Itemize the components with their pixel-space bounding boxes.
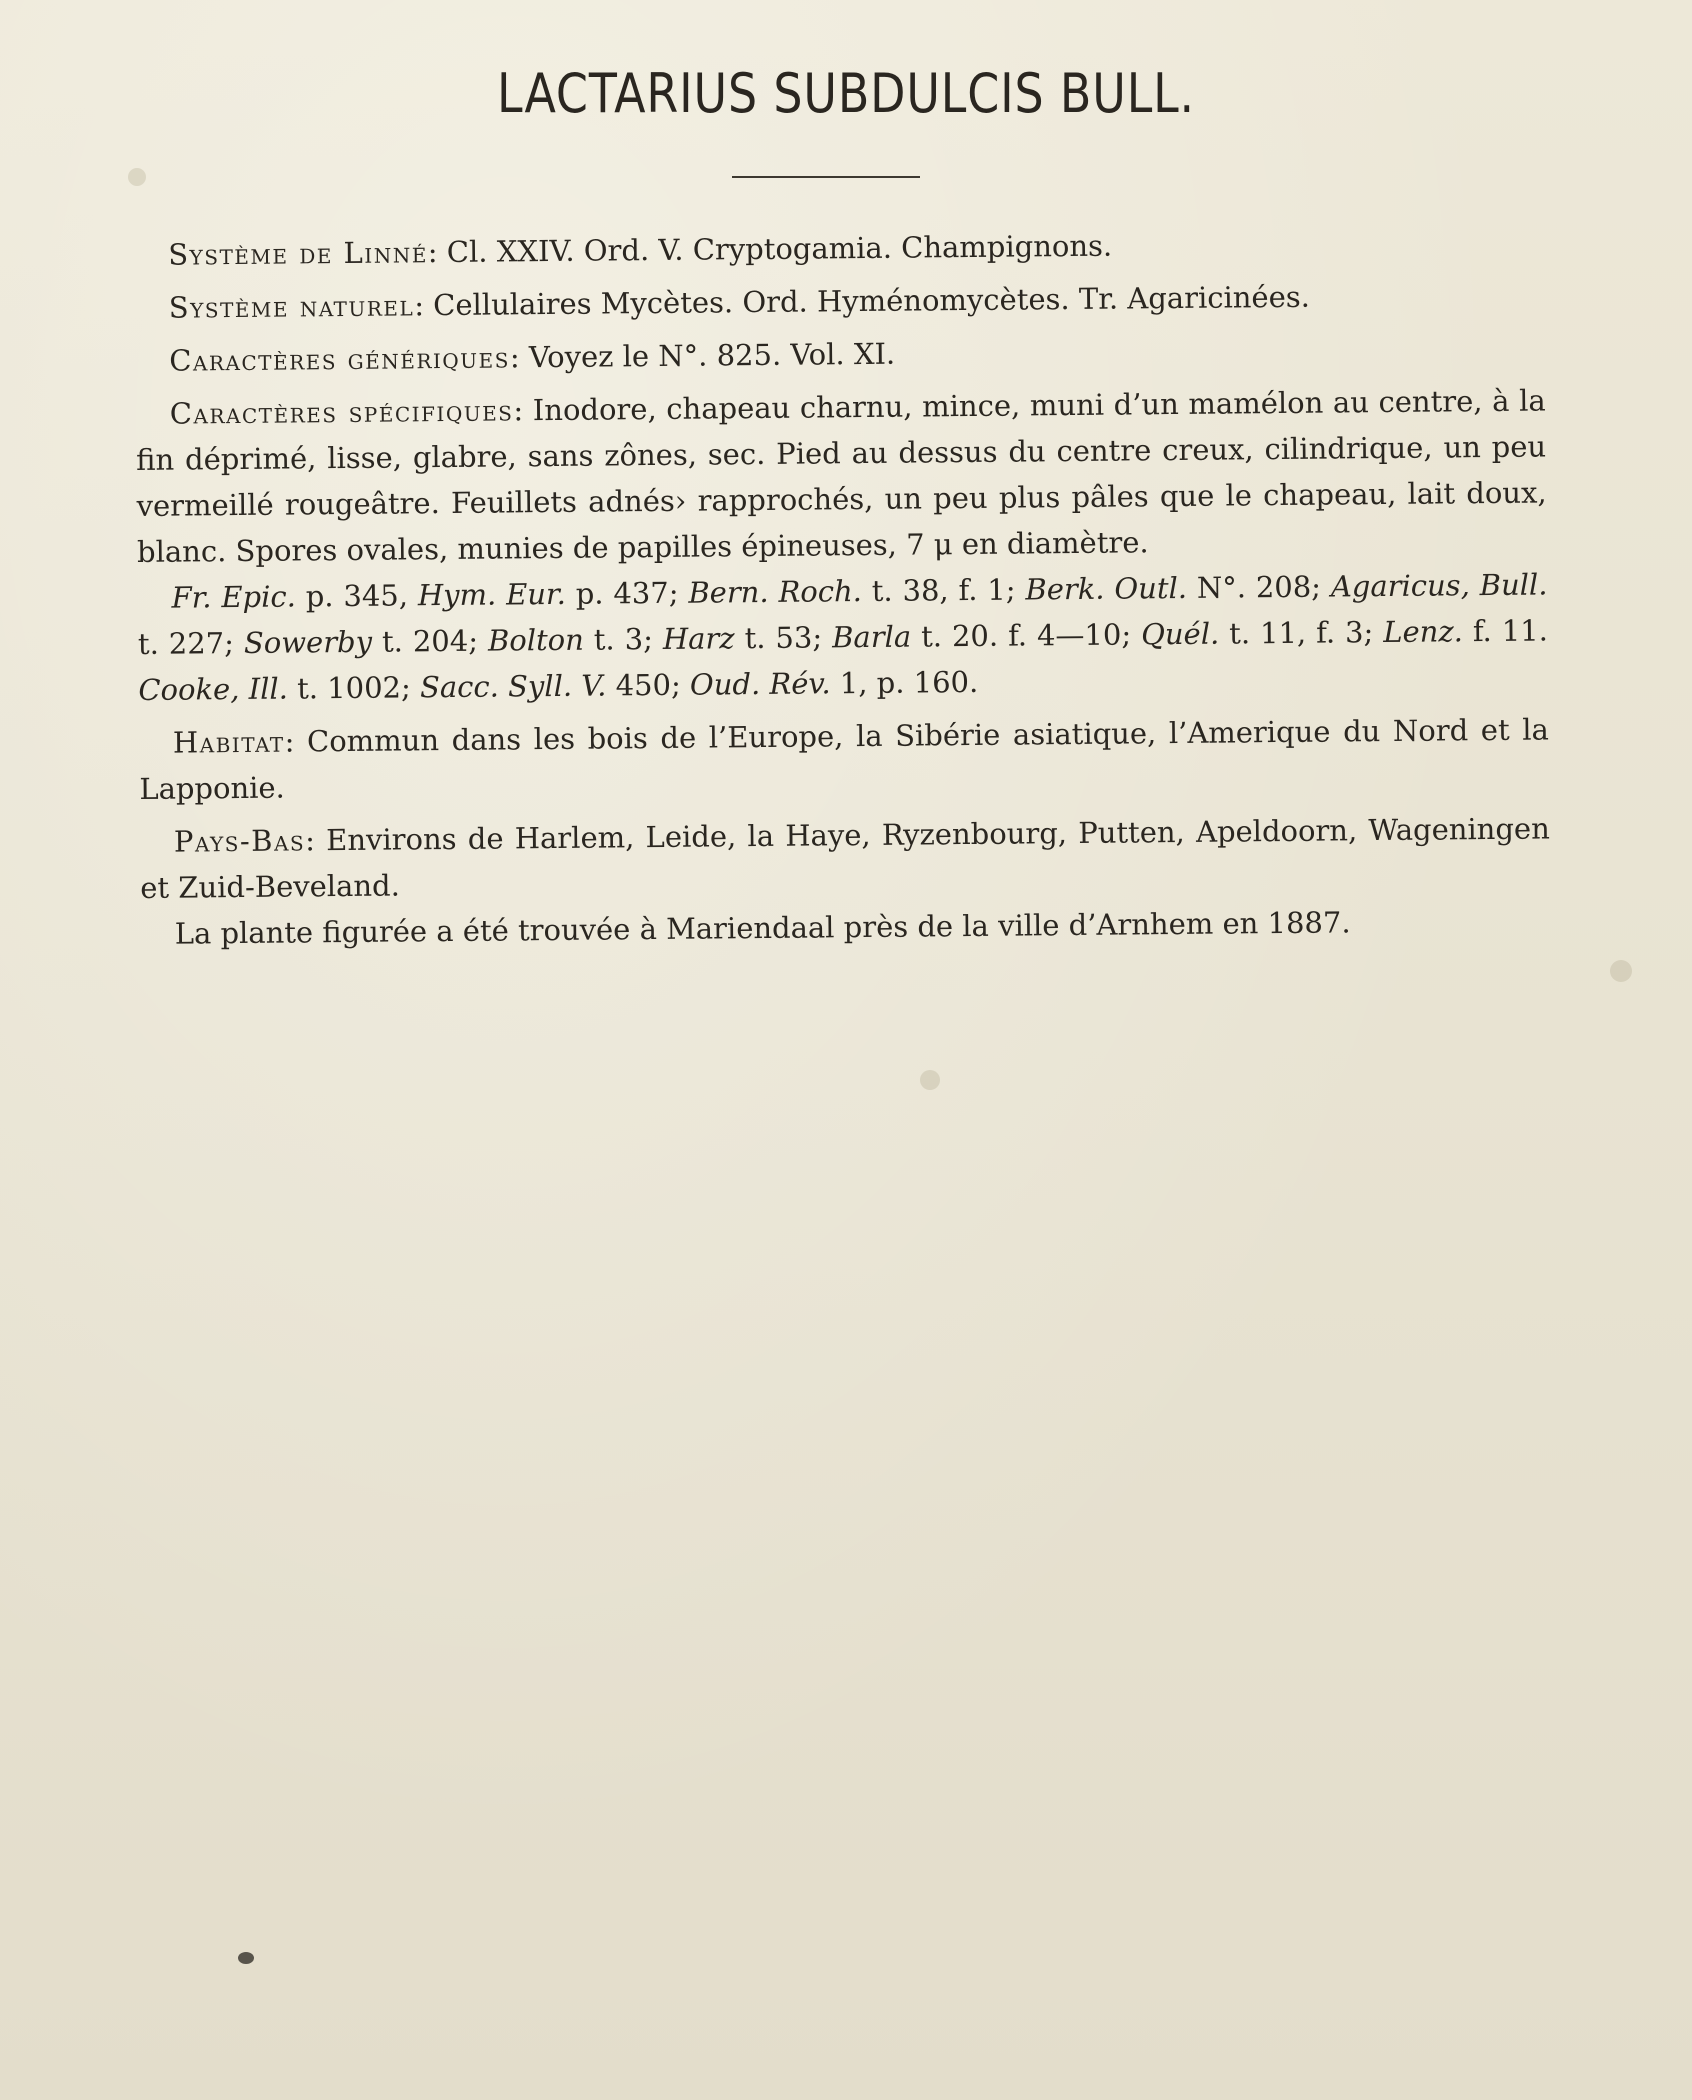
paper-spot [128,168,146,186]
reference: Cooke, Ill. t. 1002; [138,670,421,707]
references-paragraph [137,561,1548,713]
title-rule [732,176,920,178]
paragraph-linne: Système de Linné: Cl. XXIV. Ord. V. Cryptogamia. Champignons. [168,228,1113,272]
reference: Agaricus, Bull. t. 227; [137,567,1548,661]
paper-spot [1610,960,1632,982]
description-body [134,218,1551,964]
paragraph-text: La plante figurée a été trouvée à Mariendaal près de la ville d’Arnhem en 1887. [174,905,1351,951]
ink-spot [238,1952,254,1964]
reference: Lenz. f. 11. [1383,613,1549,650]
paragraph-label: Système naturel [168,288,415,325]
paragraph-generiques: Caractères génériques: Voyez le N°. 825. Vol. XI. [169,336,896,378]
reference: Harz t. 53; [662,620,833,656]
reference: Oud. Rév. 1, p. 160. [689,664,979,702]
paragraph-label: Caractères spécifiques [169,393,514,431]
paragraph-text: Inodore, chapeau charnu, mince, muni d’un mamélon au centre, à la fin déprimé, lisse, glabre, sans zônes, sec. Pied au dessus du centre creux, cilindrique, un peu vermeillé rougeâtre. Feuillets adnés› rapprochés, un peu plus pâles que le chapeau, lait doux, blanc. Spores ovales, munies de papilles épineuses, 7 μ en diamètre. [136,383,1547,569]
paragraph-text: Cellulaires Mycètes. Ord. Hyménomycètes. Tr. Agaricinées. [433,279,1311,323]
paragraph-label: Pays-Bas [173,823,306,859]
reference: Hym. Eur. p. 437; [417,575,689,613]
reference: Sowerby t. 204; [243,623,489,660]
reference: Sacc. Syll. V. 450; [419,667,691,705]
paragraph-specifiques: Caractères spécifiques: Inodore, chapeau charnu, mince, muni d’un mamélon au centre, à la fin déprimé, lisse, glabre, sans zônes, sec. Pied au dessus du centre creux, cilindrique, un peu vermeillé rougeâtre. Feuillets adnés› rapprochés, un peu plus pâles que le chapeau, lait doux, blanc. Spores ovales, munies de papilles épineuses, 7 μ en diamètre. [136,383,1547,569]
paper-spot [920,1070,940,1090]
paragraph-text: Cl. XXIV. Ord. V. Cryptogamia. Champignons. [446,228,1113,269]
paragraph-label: Caractères génériques [169,340,511,378]
paragraph-label: Système de Linné [168,235,428,272]
paragraph-habitat: Habitat: Commun dans les bois de l’Europe, la Sibérie asiatique, l’Amerique du Nord et la Lapponie. [139,712,1550,806]
reference: Fr. Epic. p. 345, [171,578,419,615]
paragraph-text: Environs de Harlem, Leide, la Haye, Ryzenbourg, Putten, Apeldoorn, Wageningen et Zuid-Beveland. [140,811,1550,905]
page-title: LACTARIUS SUBDULCIS BULL. [496,62,1196,125]
reference: Quél. t. 11, f. 3; [1140,615,1384,652]
paragraph-pays-bas: Pays-Bas: Environs de Harlem, Leide, la Haye, Ryzenbourg, Putten, Apeldoorn, Wageningen et Zuid-Beveland. [140,811,1550,905]
paragraph-text: Voyez le N°. 825. Vol. XI. [528,336,896,375]
reference: Bern. Roch. t. 38, f. 1; [688,572,1026,610]
paragraph-text: Commun dans les bois de l’Europe, la Sibérie asiatique, l’Amerique du Nord et la Lapponie. [139,712,1550,806]
reference: Bolton t. 3; [487,621,664,658]
paragraph-naturel: Système naturel: Cellulaires Mycètes. Ord. Hyménomycètes. Tr. Agaricinées. [168,279,1311,325]
reference: Berk. Outl. N°. 208; [1025,569,1332,607]
reference: Barla t. 20. f. 4—10; [831,617,1142,655]
paragraph-label: Habitat [172,724,285,760]
